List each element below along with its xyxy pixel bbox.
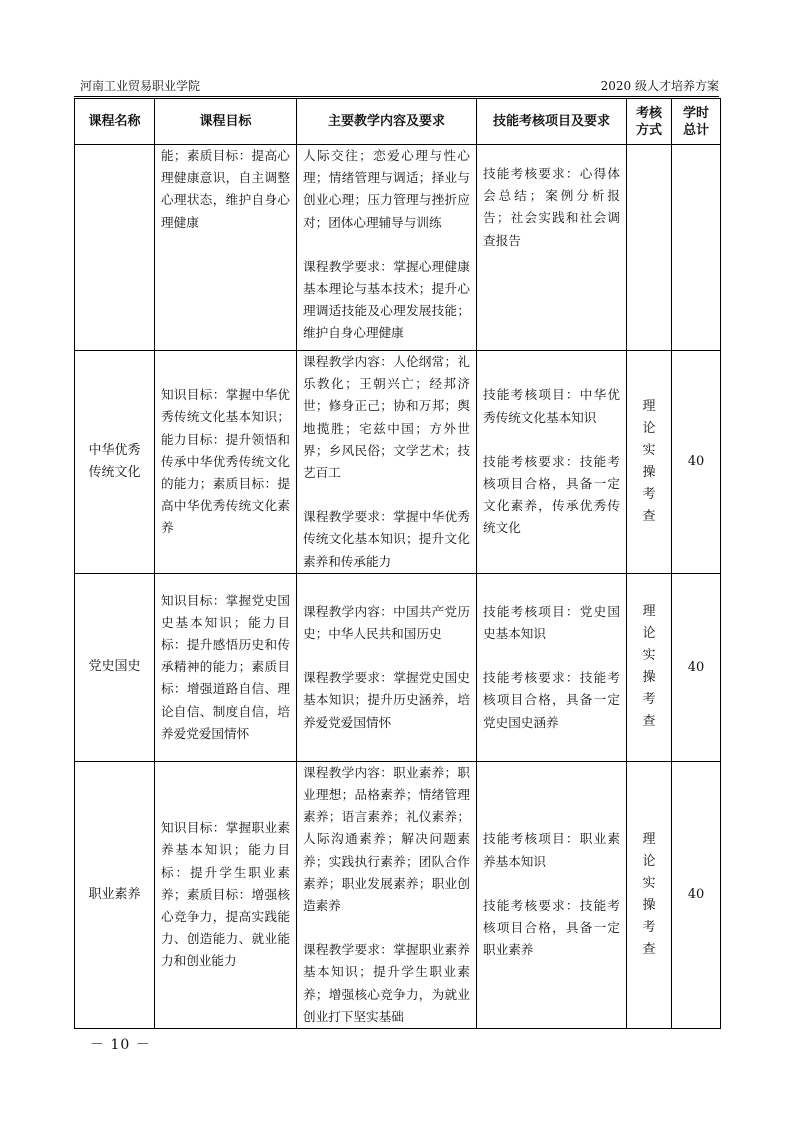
- course-name: 中华优秀传统文化: [88, 442, 141, 480]
- assessment-method: 理论实操考查: [642, 604, 656, 730]
- col-header-content: 主要教学内容及要求: [297, 99, 477, 145]
- content-text: 人际交往；恋爱心理与性心理；情绪管理与调适；择业与创业心理；压力管理与挫折应对；团体心理辅导与训练: [303, 148, 470, 230]
- table-header-row: [75, 99, 721, 145]
- course-name: [75, 145, 155, 351]
- curriculum-table: [74, 98, 721, 1029]
- school-name: 河南工业贸易职业学院: [80, 79, 201, 93]
- content-text: 课程教学内容：中国共产党历史；中华人民共和国历史: [303, 603, 470, 642]
- content-text: 课程教学内容：职业素养；职业理想；品格素养；情绪管理素养；语言素养；礼仪素养；人际沟通素养；解决问题素养；实践执行素养；团队合作素养；职业发展素养；职业创造素养: [303, 764, 470, 914]
- course-goal: 知识目标：掌握中华优秀传统文化基本知识；能力目标：提升领悟和传承中华优秀传统文化的能力；素质目标：提高中华优秀传统文化素养: [161, 387, 290, 536]
- assessment-method: 理论实操考查: [642, 831, 656, 957]
- table-row: [75, 573, 721, 761]
- course-goal: 知识目标：掌握职业素养基本知识；能力目标：提升学生职业素养；素质目标：增强核心竞争力，提高实践能力、创造能力、就业能力和创业能力: [161, 820, 290, 969]
- total-hours: 40: [672, 573, 721, 761]
- col-header-hours: 学时总计: [672, 99, 721, 145]
- skill-item: 技能考核项目：党史国史基本知识: [483, 603, 620, 642]
- skill-requirement: 技能考核要求：技能考核项目合格，具备一定职业素养: [483, 897, 620, 958]
- col-header-method: 考核方式: [627, 99, 672, 145]
- course-goal: 知识目标：掌握党史国史基本知识；能力目标：提升感悟历史和传承精神的能力；素质目标：增强道路自信、理论自信、制度自信，培养爱党爱国情怀: [161, 592, 290, 741]
- skill-requirement: 技能考核要求：心得体会总结；案例分析报告；社会实践和社会调查报告: [483, 166, 620, 248]
- course-name: 职业素养: [75, 761, 155, 1028]
- skill-item: 技能考核项目：职业素养基本知识: [483, 831, 620, 869]
- total-hours: 40: [672, 351, 721, 574]
- skill-requirement: 技能考核要求：技能考核项目合格，具备一定文化素养，传承优秀传统文化: [483, 453, 620, 536]
- table-row: [75, 761, 721, 1028]
- assessment-method: [627, 145, 672, 351]
- col-header-name: 课程名称: [75, 99, 155, 145]
- skill-requirement: 技能考核要求：技能考核项目合格，具备一定党史国史涵养: [483, 670, 620, 730]
- col-header-goal: 课程目标: [155, 99, 297, 145]
- table-row: [75, 145, 721, 351]
- table-row: [75, 351, 721, 574]
- col-header-skill: 技能考核项目及要求: [477, 99, 627, 145]
- total-hours: [672, 145, 721, 351]
- content-requirement: 课程教学要求：掌握中华优秀传统文化基本知识；提升文化素养和传承能力: [303, 509, 470, 569]
- assessment-method: 理论实操考查: [642, 398, 656, 524]
- content-text: 课程教学内容：人伦纲常；礼乐教化；王朝兴亡；经邦济世；修身正己；协和万邦；舆地揽胜；宅兹中国；方外世界；乡风民俗；文学艺术；技艺百工: [303, 354, 470, 481]
- page-header: [74, 78, 719, 96]
- course-goal: 能；素质目标：提高心理健康意识，自主调整心理状态，维护自身心理健康: [161, 148, 290, 230]
- header-rule: [74, 96, 719, 97]
- skill-item: 技能考核项目：中华优秀传统文化基本知识: [483, 387, 620, 425]
- content-requirement: 课程教学要求：掌握心理健康基本理论与基本技术；提升心理调适技能及心理发展技能；维护自身心理健康: [303, 258, 470, 341]
- page-number: － 10 －: [90, 1037, 151, 1053]
- course-name: 党史国史: [75, 573, 155, 761]
- content-requirement: 课程教学要求：掌握职业素养基本知识；提升学生职业素养；增强核心竞争力，为就业创业打下坚实基础: [303, 942, 470, 1024]
- total-hours: 40: [672, 761, 721, 1028]
- content-requirement: 课程教学要求：掌握党史国史基本知识；提升历史涵养，培养爱党爱国情怀: [303, 670, 470, 730]
- document-title: 2020 级人才培养方案: [600, 79, 719, 93]
